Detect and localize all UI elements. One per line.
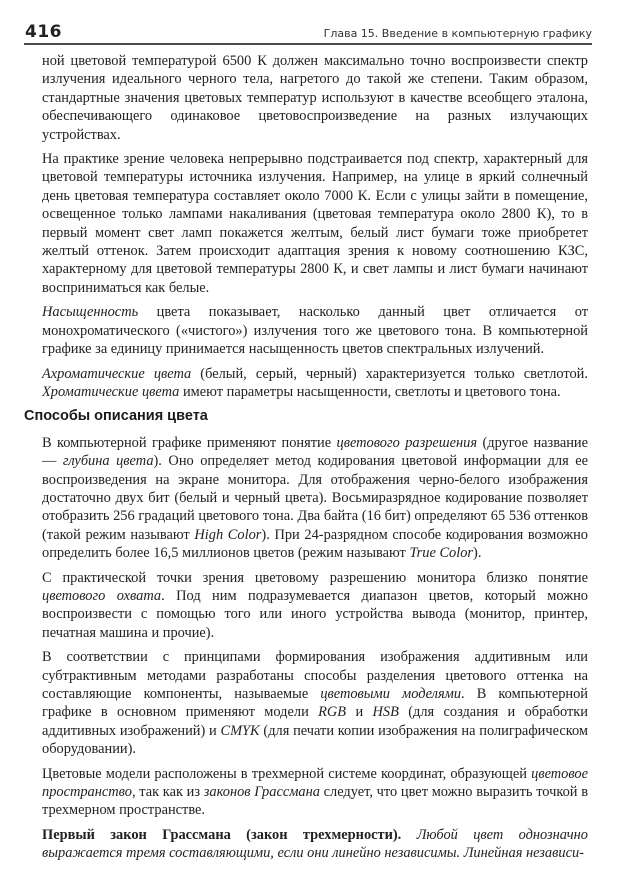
paragraph — [42, 569, 588, 643]
paragraph-text: (для создания и обработки аддитивных изображений) и — [42, 704, 589, 739]
paragraph — [42, 826, 588, 863]
paragraph — [42, 365, 588, 402]
term: глубина цвета — [62, 453, 154, 470]
term: True Color — [409, 545, 474, 562]
term: цветовыми моделями — [320, 686, 462, 702]
running-head: Глава 15. Введение в компьютерную графику — [323, 27, 592, 40]
paragraph-text: (для печати копии изображения на полиграфическом оборудовании). — [42, 722, 588, 758]
term: цветового разрешения — [336, 434, 478, 451]
paragraph-text: Цветовые модели расположены в трехмерной системе координат, образующей — [42, 765, 532, 782]
paragraph-text: ной цветовой температурой 6500 К должен максимально точно воспроизвести спектр излучения идеального черного тела, нагретого до такой же степени. Таким образом, стандартные значения цветовых температур используют в качестве всеобщего эталона, обеспечивающего одинаковое цветовоспроизведение на разных излучающих устройствах. — [42, 53, 588, 143]
term: цветовое пространство — [42, 765, 588, 801]
term: Хроматические цвета — [42, 383, 180, 400]
paragraph-text: . В компьютерной графике в основном применяют модели — [42, 686, 588, 721]
model-name: CMYK — [220, 722, 260, 739]
law-statement: Любой цвет однозначно выражается тремя составляющими, если они линейно независимы. Линейная независи- — [42, 826, 589, 862]
paragraph — [42, 648, 588, 758]
paragraph — [42, 150, 588, 297]
paragraph — [42, 52, 588, 144]
term: цветового охвата — [42, 587, 162, 604]
paragraph-text: цвета показывает, насколько данный цвет отличается от монохроматического («чистого») излучения того же цветового тона. В компьютерной графике за единицу принимается насыщенность цветов спектральных излучений. — [42, 304, 588, 358]
paragraph — [42, 765, 588, 820]
paragraph-text: , так как из — [131, 784, 204, 801]
paragraph — [42, 303, 588, 358]
paragraph-text: ). При 24-разрядном способе кодирования возможно определить более 16,5 миллионов цветов (режим называют — [42, 526, 589, 562]
term: законов Грассмана — [203, 784, 320, 801]
paragraph-text: ). — [473, 545, 482, 562]
paragraph-text: и — [346, 704, 373, 721]
paragraph-text: В соответствии с принципами формирования изображения аддитивным или субтрактивным методами разработаны способы разделения цветового оттенка на составляющие компоненты, называемые — [42, 649, 588, 702]
paragraph-text: ). Оно определяет метод кодирования цветовой информации для ее воспроизведения на экране монитора. Для отображения черно-белого изображения достаточно двух бит (белый и черный цвета). Восьмиразрядное кодирование позволяет отобразить 256 градаций цветового тона. Два байта (16 бит) определяют 65 536 оттенков (такой режим называют — [42, 453, 588, 543]
paragraph-text: На практике зрение человека непрерывно подстраивается под спектр, характерный для цветовой температуры источника излучения. Например, на улице в яркий солнечный день цветовая температура составляет около 7000 К. Если с улицы зайти в помещение, освещенное только лампами накаливания (цветовая температура около 2800 К), то в первый момент свет ламп покажется желтым, белый лист бумаги тоже приобретет желтый оттенок. Затем происходит адаптация зрения к новому соотношению КЗС, характерному для цветовой температуры 2800 К, и свет лампы и лист бумаги начинают восприниматься как белые. — [42, 151, 588, 296]
term: Насыщенность — [42, 304, 139, 321]
paragraph-text: имеют параметры насыщенности, светлоты и цветового тона. — [179, 383, 561, 400]
paragraph-text: (белый, серый, черный) характеризуется только светлотой. — [191, 365, 588, 382]
law-title: Первый закон Грассмана (закон трехмерности). — [42, 826, 402, 843]
model-name: RGB — [318, 704, 347, 721]
paragraph-text: . Под ним подразумевается диапазон цветов, который можно воспроизвести с помощью того или иного устройства вывода (монитор, принтер, печатная машина и прочие). — [42, 587, 588, 641]
paragraph — [42, 434, 588, 563]
page-body — [24, 52, 589, 869]
paragraph-text: (другое название — — [42, 434, 589, 470]
paragraph-text: С практической точки зрения цветовому разрешению монитора близко понятие — [42, 569, 588, 586]
paragraph-text — [401, 827, 416, 843]
paragraph-text: следует, что цвет можно выразить точкой в трехмерном пространстве. — [42, 784, 589, 819]
term: Ахроматические цвета — [42, 365, 192, 382]
page-header — [24, 22, 592, 45]
page-number: 416 — [25, 22, 62, 42]
model-name: HSB — [372, 704, 399, 721]
section-heading: Способы описания цвета — [24, 408, 208, 425]
term: High Color — [194, 526, 262, 543]
paragraph-text: В компьютерной графике применяют понятие — [42, 434, 337, 451]
